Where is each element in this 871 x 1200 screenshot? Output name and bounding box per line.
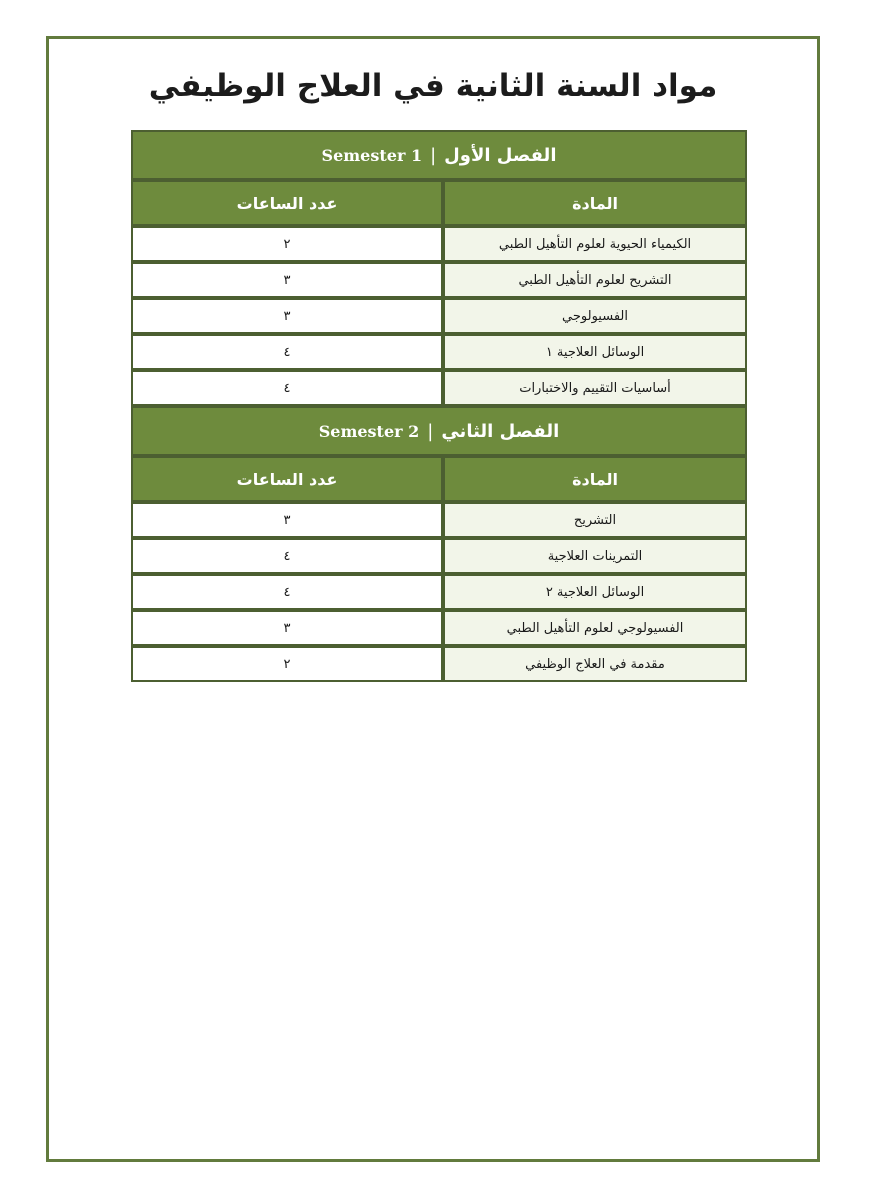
hours-cell: ٣: [131, 298, 443, 334]
table-row: [131, 298, 747, 334]
subject-cell: الفسيولوجي: [443, 298, 747, 334]
semester-1-separator: |: [430, 144, 437, 166]
page-title: مواد السنة الثانية في العلاج الوظيفي: [148, 68, 718, 104]
subject-cell: أساسيات التقييم والاختبارات: [443, 370, 747, 406]
table-row: [131, 334, 747, 370]
table-row: [131, 538, 747, 574]
subject-cell: الوسائل العلاجية ١: [443, 334, 747, 370]
semester-2-english: Semester 2: [318, 421, 420, 441]
semester-2-separator: |: [427, 420, 434, 442]
table-row: [131, 370, 747, 406]
hours-cell: ٤: [131, 538, 443, 574]
hours-column-header: عدد الساعات: [131, 456, 443, 502]
hours-cell: ٢: [131, 646, 443, 682]
semester-1-header: [131, 130, 747, 180]
semester-2-header: [131, 406, 747, 456]
subject-cell: التمرينات العلاجية: [443, 538, 747, 574]
semester-1-column-headers: [131, 180, 747, 226]
table-row: [131, 262, 747, 298]
hours-cell: ٣: [131, 502, 443, 538]
subject-cell: الفسيولوجي لعلوم التأهيل الطبي: [443, 610, 747, 646]
courses-table: [131, 130, 747, 682]
semester-2-arabic: الفصل الثاني: [441, 420, 560, 442]
subject-cell: مقدمة في العلاج الوظيفي: [443, 646, 747, 682]
subject-cell: الوسائل العلاجية ٢: [443, 574, 747, 610]
hours-cell: ٤: [131, 334, 443, 370]
subject-cell: التشريح: [443, 502, 747, 538]
hours-cell: ٢: [131, 226, 443, 262]
table-row: [131, 610, 747, 646]
semester-1-arabic: الفصل الأول: [444, 144, 557, 166]
hours-column-header: عدد الساعات: [131, 180, 443, 226]
subject-column-header: المادة: [443, 456, 747, 502]
subject-cell: التشريح لعلوم التأهيل الطبي: [443, 262, 747, 298]
semester-2-column-headers: [131, 456, 747, 502]
table-row: [131, 646, 747, 682]
table-row: [131, 502, 747, 538]
subject-cell: الكيمياء الحيوية لعلوم التأهيل الطبي: [443, 226, 747, 262]
table-row: [131, 574, 747, 610]
hours-cell: ٤: [131, 370, 443, 406]
hours-cell: ٤: [131, 574, 443, 610]
hours-cell: ٣: [131, 262, 443, 298]
semester-1-english: Semester 1: [321, 145, 423, 165]
table-row: [131, 226, 747, 262]
hours-cell: ٣: [131, 610, 443, 646]
subject-column-header: المادة: [443, 180, 747, 226]
